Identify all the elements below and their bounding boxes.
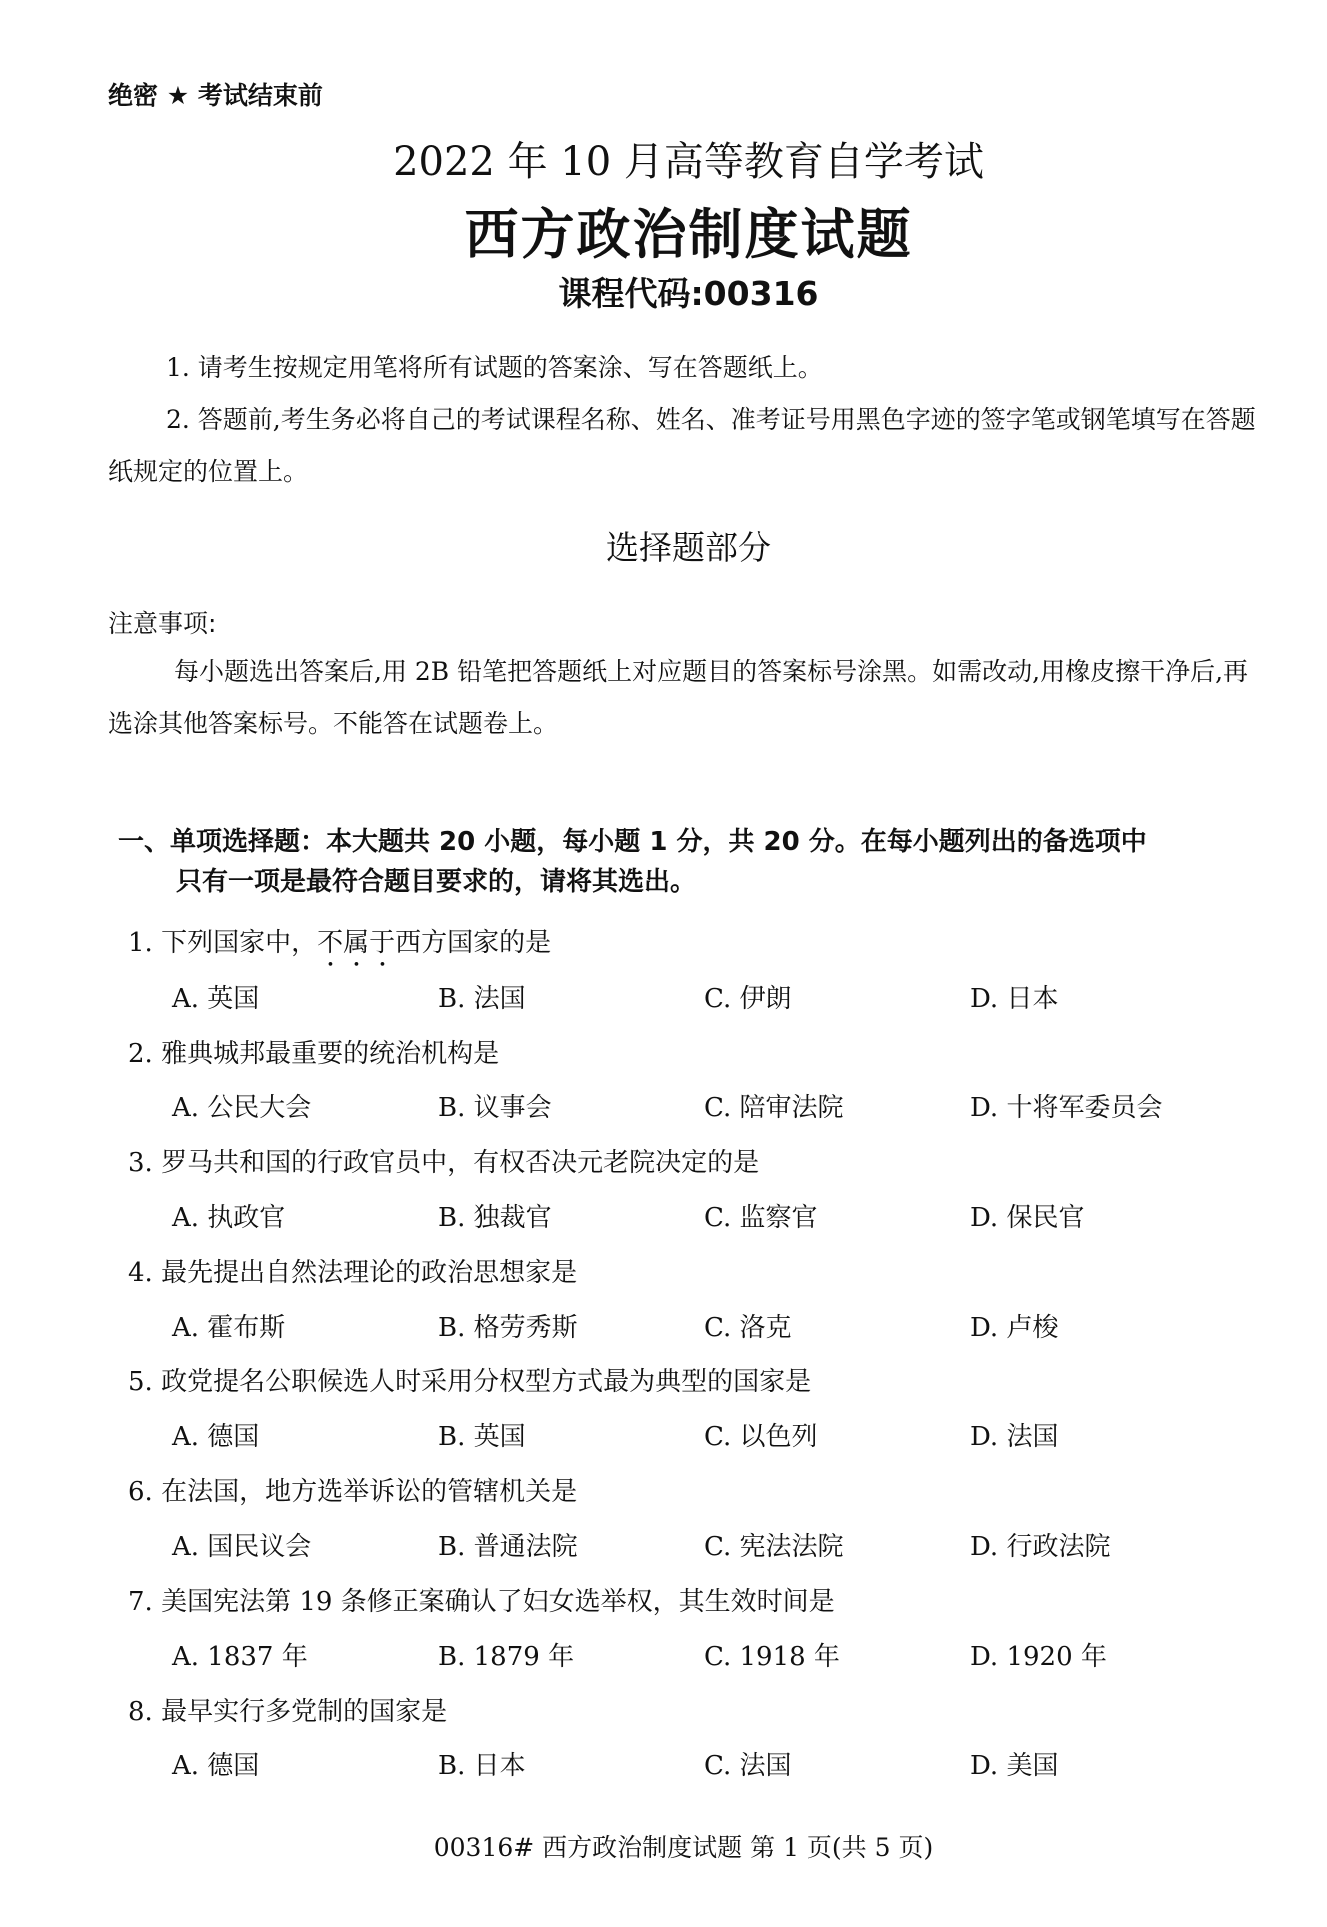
note-body: 每小题选出答案后,用 2B 铅笔把答题纸上对应题目的答案标号涂黑。如需改动,用橡皮擦干净后,再选涂其他答案标号。不能答在试题卷上。 [108,657,1249,738]
question-4-option-a: A. 霍布斯 [172,1313,286,1343]
question-3-stem: 3. 罗马共和国的行政官员中，有权否决元老院决定的是 [128,1148,760,1178]
question-3-option-b: B. 独裁官 [438,1203,552,1233]
question-5-option-c: C. 以色列 [704,1422,818,1452]
question-6-option-c: C. 宪法法院 [704,1532,844,1562]
question-7-option-c: C. 1918 年 [704,1642,840,1672]
question-6-option-b: B. 普通法院 [438,1532,578,1562]
question-1-stem-suffix: 西方国家的是 [395,928,552,958]
question-4-option-d: D. 卢梭 [970,1313,1059,1343]
question-6-option-a: A. 国民议会 [172,1532,312,1562]
question-1-stem [128,922,551,973]
instruction-1: 1. 请考生按规定用笔将所有试题的答案涂、写在答题纸上。 [166,353,823,382]
question-3-option-c: C. 监察官 [704,1203,818,1233]
question-8-option-c: C. 法国 [704,1751,792,1781]
course-code: 课程代码:00316 [558,274,819,313]
confidential-mark: 绝密 ★ 考试结束前 [108,81,323,110]
question-1-option-c: C. 伊朗 [704,984,792,1014]
question-5-option-d: D. 法国 [970,1422,1059,1452]
question-5-stem: 5. 政党提名公职候选人时采用分权型方式最为典型的国家是 [128,1367,812,1397]
question-4-stem: 4. 最先提出自然法理论的政治思想家是 [128,1258,578,1288]
question-2-option-b: B. 议事会 [438,1093,552,1123]
question-3-option-d: D. 保民官 [970,1203,1085,1233]
question-7-option-d: D. 1920 年 [970,1642,1107,1672]
question-1-option-a: A. 英国 [172,984,260,1014]
question-2-option-a: A. 公民大会 [172,1093,312,1123]
question-7-option-b: B. 1879 年 [438,1642,575,1672]
question-2-stem: 2. 雅典城邦最重要的统治机构是 [128,1039,500,1069]
question-6-option-d: D. 行政法院 [970,1532,1111,1562]
question-1-stem-emphasis: 不属于 [317,928,396,958]
question-6-stem: 6. 在法国，地方选举诉讼的管辖机关是 [128,1477,578,1507]
section-title: 选择题部分 [606,528,771,567]
exam-title: 2022 年 10 月高等教育自学考试 [393,139,984,185]
question-5-option-a: A. 德国 [172,1422,260,1452]
question-8-option-d: D. 美国 [970,1751,1059,1781]
question-7-stem: 7. 美国宪法第 19 条修正案确认了妇女选举权，其生效时间是 [128,1587,835,1617]
question-1-option-d: D. 日本 [970,984,1059,1014]
question-2-option-c: C. 陪审法院 [704,1093,844,1123]
question-3-option-a: A. 执政官 [172,1203,286,1233]
question-2-option-d: D. 十将军委员会 [970,1093,1163,1123]
question-1-option-b: B. 法国 [438,984,526,1014]
question-5-option-b: B. 英国 [438,1422,526,1452]
part-one-heading-line1: 一、单项选择题：本大题共 20 小题，每小题 1 分，共 20 分。在每小题列出的备选项中 [118,827,1147,857]
question-8-stem: 8. 最早实行多党制的国家是 [128,1697,448,1727]
question-4-option-c: C. 洛克 [704,1313,792,1343]
note-label: 注意事项: [108,609,217,638]
question-7-option-a: A. 1837 年 [172,1642,308,1672]
question-8-option-b: B. 日本 [438,1751,526,1781]
question-8-option-a: A. 德国 [172,1751,260,1781]
part-one-heading-line2: 只有一项是最符合题目要求的，请将其选出。 [176,867,697,897]
question-4-option-b: B. 格劳秀斯 [438,1313,578,1343]
subject-title: 西方政治制度试题 [464,203,913,266]
part-one-heading [118,822,1238,902]
page-footer: 00316# 西方政治制度试题 第 1 页(共 5 页) [433,1833,934,1862]
question-1-stem-prefix: 1. 下列国家中， [128,928,318,958]
instruction-2: 2. 答题前,考生务必将自己的考试课程名称、姓名、准考证号用黑色字迹的签字笔或钢笔填写在答题纸规定的位置上。 [108,405,1256,486]
